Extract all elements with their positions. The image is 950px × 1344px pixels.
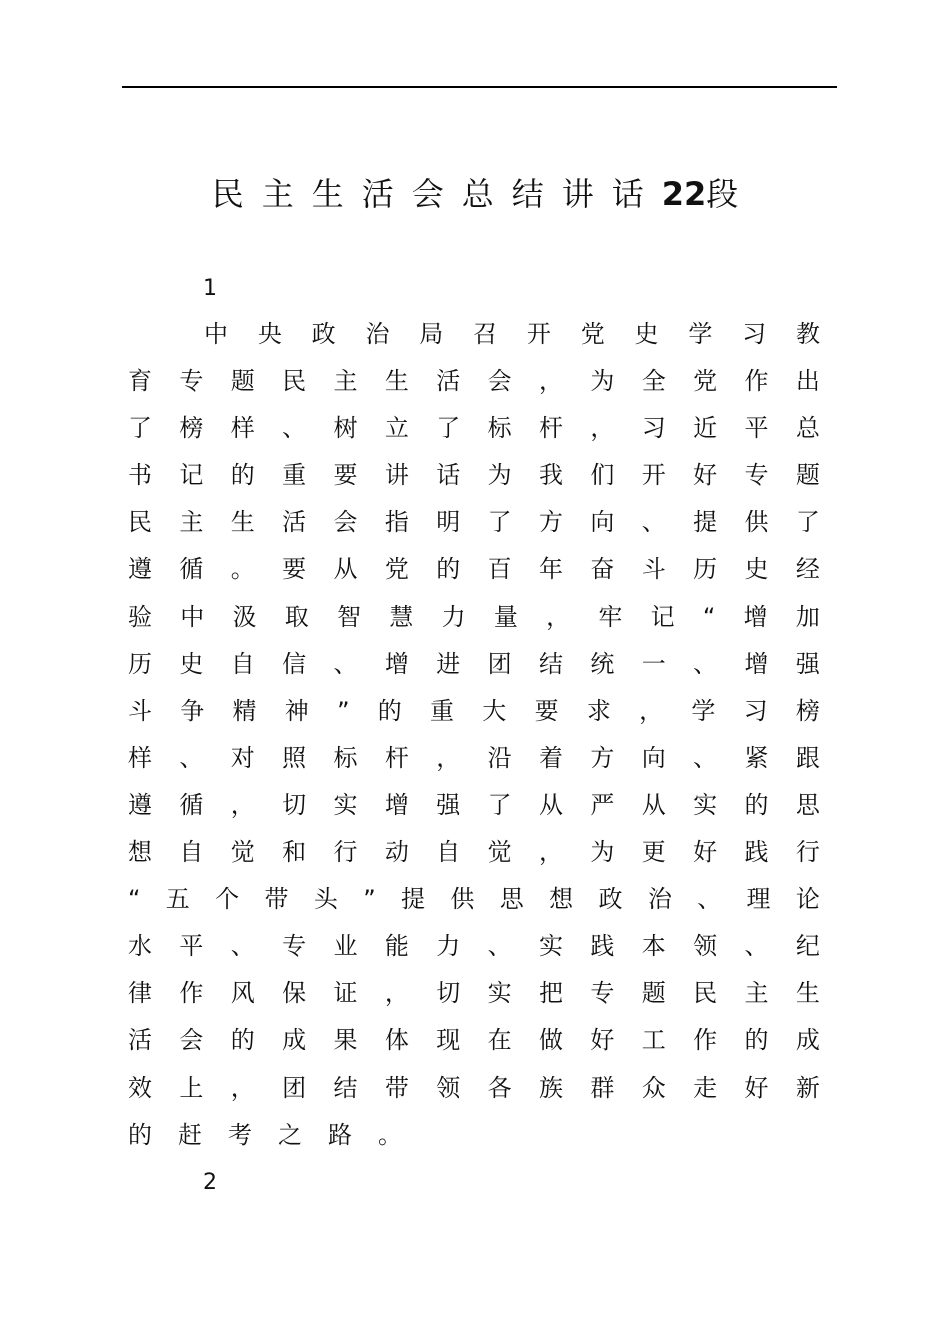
title-number: 22 (661, 175, 707, 213)
text-line: 书 记 的 重 要 讲 话 为 我 们 开 好 专 题 (128, 461, 820, 490)
paragraph-number-1: 1 (203, 276, 217, 301)
document-title (0, 170, 950, 218)
text-line: 斗 争 精 神 ” 的 重 大 要 求 ， 学 习 榜 (128, 696, 820, 725)
text-line: 的 赶 考 之 路 。 (128, 1120, 402, 1149)
text-line: 效 上 ， 团 结 带 领 各 族 群 众 走 好 新 (128, 1073, 820, 1102)
text-line: 遵 循 ， 切 实 增 强 了 从 严 从 实 的 思 (128, 790, 820, 819)
text-line: 想 自 觉 和 行 动 自 觉 ， 为 更 好 践 行 (128, 838, 820, 867)
text-line: 民 主 生 活 会 指 明 了 方 向 、 提 供 了 (128, 508, 820, 537)
text-line: 中 央 政 治 局 召 开 党 史 学 习 教 (204, 320, 820, 348)
text-line: 遵 循 。 要 从 党 的 百 年 奋 斗 历 史 经 (128, 555, 820, 584)
text-line: “ 五 个 带 头 ” 提 供 思 想 政 治 、 理 论 (128, 885, 820, 914)
text-line: 了 榜 样 、 树 立 了 标 杆 ， 习 近 平 总 (128, 414, 820, 443)
paragraph-1 (128, 311, 820, 1159)
paragraph-number-2: 2 (203, 1170, 217, 1195)
text-line: 水 平 、 专 业 能 力 、 实 践 本 领 、 纪 (128, 932, 820, 961)
text-line: 验 中 汲 取 智 慧 力 量 ， 牢 记 “ 增 加 (128, 602, 820, 631)
text-line: 育 专 题 民 主 生 活 会 ， 为 全 党 作 出 (128, 367, 820, 396)
title-suffix: 段 (706, 175, 757, 213)
text-line: 样 、 对 照 标 杆 ， 沿 着 方 向 、 紧 跟 (128, 743, 820, 772)
text-line: 律 作 风 保 证 ， 切 实 把 专 题 民 主 生 (128, 979, 820, 1008)
header-rule (122, 86, 837, 88)
text-line: 历 史 自 信 、 增 进 团 结 统 一 、 增 强 (128, 649, 820, 678)
title-text: 民主生活会总结讲话 (211, 175, 662, 213)
text-line: 活 会 的 成 果 体 现 在 做 好 工 作 的 成 (128, 1026, 820, 1055)
